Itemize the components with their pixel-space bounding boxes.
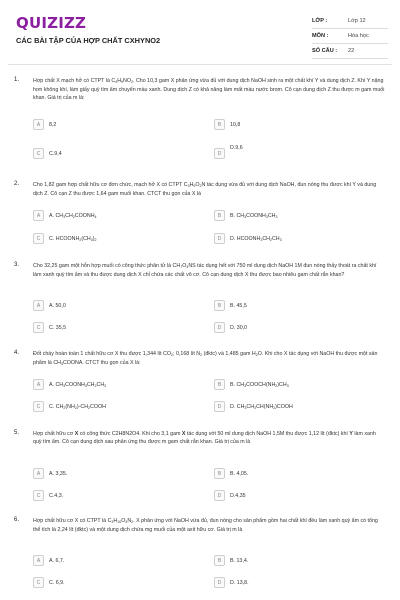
header-divider: [8, 64, 392, 65]
option-c[interactable]: [33, 489, 63, 502]
option-letter-badge: A: [33, 210, 44, 221]
option-text: B. $CH_3COONH_3CH_3$: [230, 212, 278, 219]
option-text: C. 35,5: [49, 324, 67, 331]
option-letter-badge: A: [33, 555, 44, 566]
option-b[interactable]: [214, 554, 248, 567]
option-d[interactable]: [214, 232, 282, 245]
option-c[interactable]: [33, 232, 97, 245]
option-text: C. $HCOONH_2(CH_3)_2$: [49, 235, 97, 242]
option-text: C.9,4: [49, 150, 62, 157]
option-letter-badge: B: [214, 468, 225, 479]
option-letter-badge: D: [214, 490, 225, 501]
question-text: Cho 32,25 gam một hỗn hợp muối có công thức phân tử là $CH_7O_4NS$ tác dụng hết với 750 ml dung dịch NaOH 1M đun nóng thấy thoát ra chất khí làm xanh quỳ tím ẩm và thu được dung dịch X chỉ chứa các chất vô cơ. Cô cạn dung dịch X thu được bao nhiêu gam chất rắn khan?: [33, 263, 377, 278]
option-letter-badge: B: [214, 379, 225, 390]
option-letter-badge: B: [214, 119, 225, 130]
option-a[interactable]: [33, 467, 67, 480]
option-letter-badge: D: [214, 401, 225, 412]
page-title: CÁC BÀI TẬP CỦA HỢP CHẤT CXHYNO2: [16, 36, 161, 45]
question-text: Đốt cháy hoàn toàn 1 chất hữu cơ X thu được 1,344 lít $CO_2$; 0,168 lít $N_2$ (đktc) và 1,485 gam $H_2O$. Khi cho X tác dụng với NaOH thu được một sản phẩm là $CH_3COONA$. CTCT thu gọn của X là:: [33, 351, 378, 366]
option-a[interactable]: [33, 209, 97, 222]
option-letter-badge: D: [214, 322, 225, 333]
option-b[interactable]: [214, 209, 278, 222]
option-letter-badge: B: [214, 210, 225, 221]
option-letter-badge: C: [33, 577, 44, 588]
option-text: C.4,3.: [49, 492, 64, 499]
question-number: 4.: [14, 350, 20, 356]
option-letter-badge: A: [33, 300, 44, 311]
option-text: 8,2: [49, 121, 57, 128]
option-letter-badge: B: [214, 555, 225, 566]
option-letter-badge: A: [33, 379, 44, 390]
option-d[interactable]: [214, 400, 293, 413]
meta-value: Lớp 12: [348, 18, 366, 24]
question-number: 5.: [14, 430, 20, 436]
option-d[interactable]: [214, 321, 247, 334]
option-text: A. $CH_3COONH_3CH_2CH_3$: [49, 381, 107, 388]
meta-row-subject: [312, 29, 388, 44]
option-text: D. $HCOONH_3CH_2CH_3$: [230, 235, 282, 242]
option-b[interactable]: [214, 467, 248, 480]
option-letter-badge: D: [214, 577, 225, 588]
option-a[interactable]: [33, 118, 56, 131]
option-letter-badge: A: [33, 468, 44, 479]
option-letter-badge: D: [214, 148, 225, 159]
option-b[interactable]: [214, 299, 247, 312]
meta-table: [312, 14, 388, 59]
option-text: D. $CH_3CH_2CH(NH_2)COOH$: [230, 403, 293, 410]
option-text: A. 3,35.: [49, 470, 68, 477]
question-number: 2.: [14, 181, 20, 187]
option-c[interactable]: [33, 147, 62, 160]
question-number: 6.: [14, 517, 20, 523]
option-d[interactable]: [214, 489, 246, 502]
meta-value: Hóa học: [348, 33, 369, 39]
quizizz-logo: QUIZIZZ: [16, 14, 87, 32]
option-c[interactable]: [33, 321, 66, 334]
option-b[interactable]: [214, 378, 289, 391]
document-header: [0, 0, 400, 64]
question-text: Hợp chất hữu cơ X có công thức C2H8N2O4. Khi cho 3,1 gam X tác dụng với 50 ml dung dịch NaOH 1,5M thu được 1,12 lít (đktc) khí Y làm xanh quỳ tím ẩm. Cô cạn dung dịch sau phản ứng thu được m gam chất rắn khan. Giá trị của m là: [33, 431, 376, 445]
option-letter-badge: D: [214, 233, 225, 244]
option-letter-badge: C: [33, 401, 44, 412]
meta-row-count: [312, 44, 388, 59]
option-a[interactable]: [33, 299, 66, 312]
meta-row-class: [312, 14, 388, 29]
option-text: D.9,6: [230, 144, 243, 151]
question-number: 3.: [14, 262, 20, 268]
option-d[interactable]: [214, 576, 249, 589]
option-b[interactable]: [214, 118, 240, 131]
option-text: C. 6,9.: [49, 579, 65, 586]
option-text: A. 6,7.: [49, 557, 65, 564]
option-text: A. 50,0: [49, 302, 66, 309]
option-a[interactable]: [33, 554, 64, 567]
option-letter-badge: C: [33, 148, 44, 159]
option-a[interactable]: [33, 378, 106, 391]
question-text: Hợp chất hữu cơ X có CTPT là $C_3H_{10}O_4N_2$. X phản ứng với NaOH vừa đủ, đun nóng cho sản phẩm gồm hai chất khí đều làm xanh quỳ ẩm có tổng thể tích là 2,24 lít (đktc) và một dung dịch chứa mg muối của một axit hữu cơ. Giá trị m là: [33, 518, 378, 533]
meta-key: SỐ CÂU :: [312, 48, 338, 54]
option-text: B. 4,05.: [230, 470, 249, 477]
option-text: B. 45,5: [230, 302, 247, 309]
option-text: A. $CH_3CH_2COONH_4$: [49, 212, 97, 219]
option-letter-badge: C: [33, 490, 44, 501]
meta-key: MÔN :: [312, 33, 329, 39]
option-text: D. 30,0: [230, 324, 248, 331]
option-text: B. $CH_3COOCH(NH_2)CH_3$: [230, 381, 289, 388]
option-letter-badge: A: [33, 119, 44, 130]
question-text: Cho 1,82 gam hợp chất hữu cơ đơn chức, mạch hở X có CTPT $C_3H_9O_2N$ tác dụng vừa đủ với dung dịch NaOH, đun nóng thu được khí Y và dung dịch Z. Cô cạn Z thu được 1,64 gam muối khan. CTCT thu gọn của X là: [33, 182, 377, 197]
option-text: C. $CH_2(NH_2)-CH_2COOH$: [49, 403, 106, 410]
question-number: 1.: [14, 77, 20, 83]
question-text: Hợp chất X mạch hở có CTPT là $C_4H_9NO_2$. Cho 10,3 gam X phản ứng vừa đủ với dung dịch NaOH sinh ra một chất khí Y và dung dịch Z. Khí Y nặng hơn không khí, làm giấy quỳ tím ẩm chuyển màu xanh. Dung dịch Z có khả năng làm mất màu nước brom. Cô cạn dung dịch Z thu được m gam muối khan. Giá trị của m là:: [33, 78, 385, 101]
option-c[interactable]: [33, 576, 65, 589]
option-d[interactable]: [214, 144, 243, 160]
option-text: D.4,35: [230, 492, 246, 499]
option-letter-badge: B: [214, 300, 225, 311]
meta-value: 22: [348, 48, 355, 54]
option-letter-badge: C: [33, 322, 44, 333]
option-text: 10,8: [230, 121, 241, 128]
meta-key: LỚP :: [312, 18, 328, 24]
option-letter-badge: C: [33, 233, 44, 244]
option-text: B. 13,4.: [230, 557, 249, 564]
option-c[interactable]: [33, 400, 106, 413]
option-text: D. 13,8.: [230, 579, 249, 586]
